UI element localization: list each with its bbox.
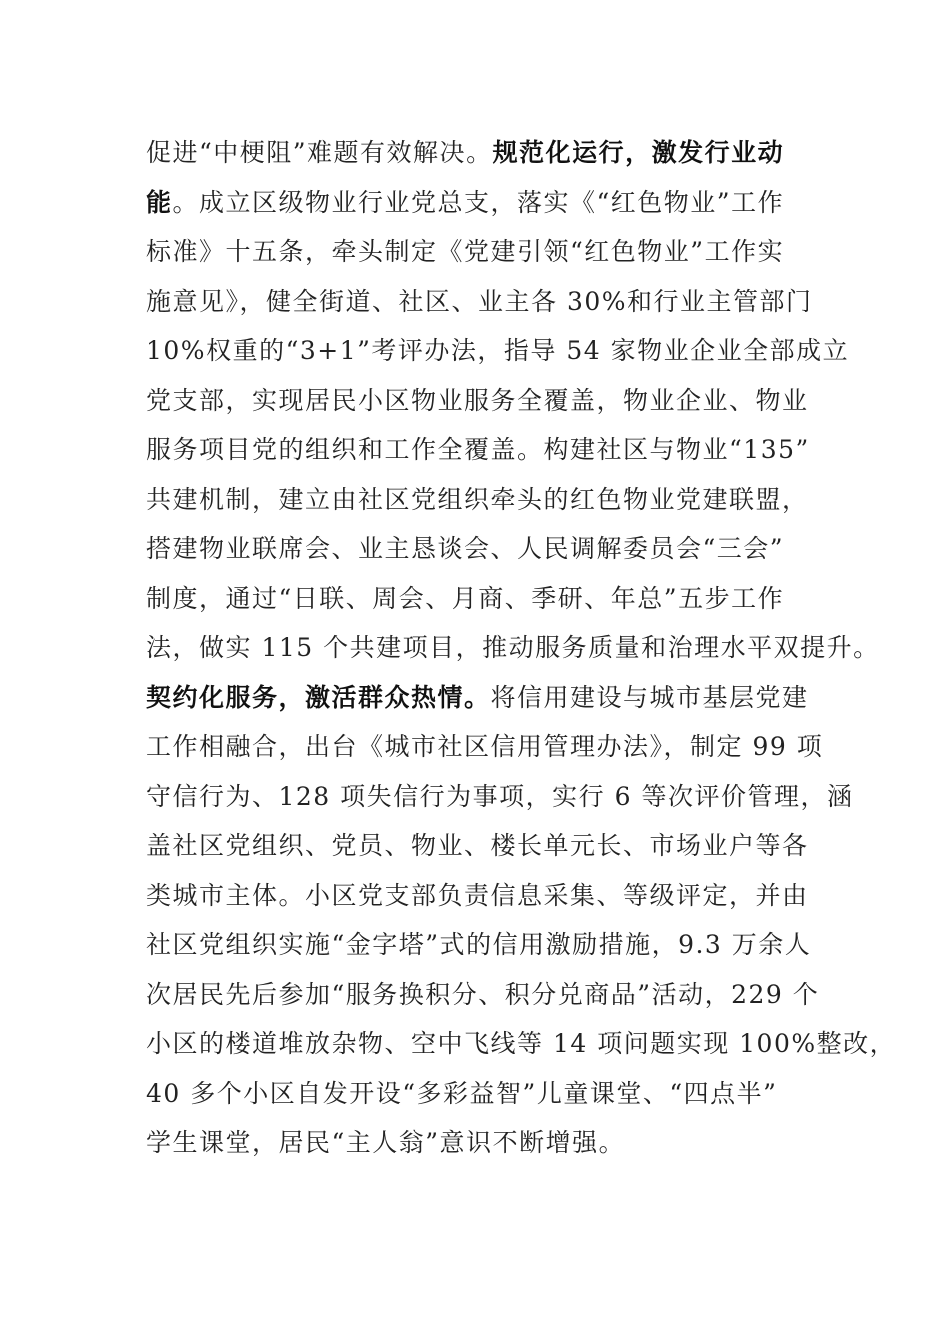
text-line [146, 772, 854, 822]
text-segment: 类城市主体。小区党支部负责信息采集、等级评定，并由 [146, 880, 809, 910]
text-line [146, 524, 826, 574]
text-line [146, 673, 826, 723]
text-segment: 工作相融合，出台《城市社区信用管理办法》，制定 99 项 [146, 732, 824, 761]
text-segment: 法，做实 115 个共建项目，推动服务质量和治理水平双提升。 [146, 633, 880, 662]
text-segment: 党支部，实现居民小区物业服务全覆盖，物业企业、物业 [146, 385, 809, 415]
text-line [146, 1019, 897, 1069]
text-segment: 40 多个小区自发开设“多彩益智”儿童课堂、“四点半” [146, 1078, 778, 1108]
body-text [146, 128, 897, 1168]
text-line [146, 722, 826, 772]
bold-heading-segment: 能 [146, 187, 173, 217]
text-segment: 促进“中梗阻”难题有效解决。 [146, 138, 493, 167]
text-line [146, 277, 826, 327]
text-segment: 搭建物业联席会、业主恳谈会、人民调解委员会“三会” [146, 534, 785, 563]
bold-heading-segment: 契约化服务，激活群众热情。 [146, 682, 491, 712]
text-line [146, 920, 826, 970]
text-line [146, 1069, 826, 1119]
text-segment: 服务项目党的组织和工作全覆盖。构建社区与物业“135” [146, 435, 810, 464]
text-line [146, 623, 880, 673]
text-segment: 次居民先后参加“服务换积分、积分兑商品”活动，229 个 [146, 979, 820, 1009]
text-line [146, 821, 826, 871]
text-segment: 小区的楼道堆放杂物、空中飞线等 14 项问题实现 100%整改， [146, 1029, 897, 1058]
text-line [146, 574, 826, 624]
text-segment: 学生课堂，居民“主人翁”意识不断增强。 [146, 1128, 626, 1157]
text-line [146, 1118, 826, 1168]
text-line [146, 326, 850, 376]
text-line [146, 128, 826, 178]
text-segment: 施意见》，健全街道、社区、业主各 30%和行业主管部门 [146, 286, 813, 316]
text-segment: 共建机制，建立由社区党组织牵头的红色物业党建联盟， [146, 484, 809, 514]
text-segment: 盖社区党组织、党员、物业、楼长单元长、市场业户等各 [146, 831, 809, 860]
text-segment: 。成立区级物业行业党总支，落实《“红色物业”工作 [172, 187, 785, 217]
text-line [146, 178, 826, 228]
text-line [146, 376, 826, 426]
text-segment: 制度，通过“日联、周会、月商、季研、年总”五步工作 [146, 583, 785, 613]
text-segment: 将信用建设与城市基层党建 [490, 682, 809, 712]
text-line [146, 425, 826, 475]
bold-heading-segment: 规范化运行，激发行业动 [492, 138, 785, 167]
text-line [146, 871, 826, 921]
text-segment: 社区党组织实施“金字塔”式的信用激励措施，9.3 万余人 [146, 930, 812, 959]
text-line [146, 970, 826, 1020]
text-segment: 标准》十五条，牵头制定《党建引领“红色物业”工作实 [146, 237, 785, 266]
text-segment: 守信行为、128 项失信行为事项，实行 6 等次评价管理，涵 [146, 781, 854, 811]
text-line [146, 475, 826, 525]
text-segment: 10%权重的“3+1”考评办法，指导 54 家物业企业全部成立 [146, 336, 850, 365]
text-line [146, 227, 826, 277]
